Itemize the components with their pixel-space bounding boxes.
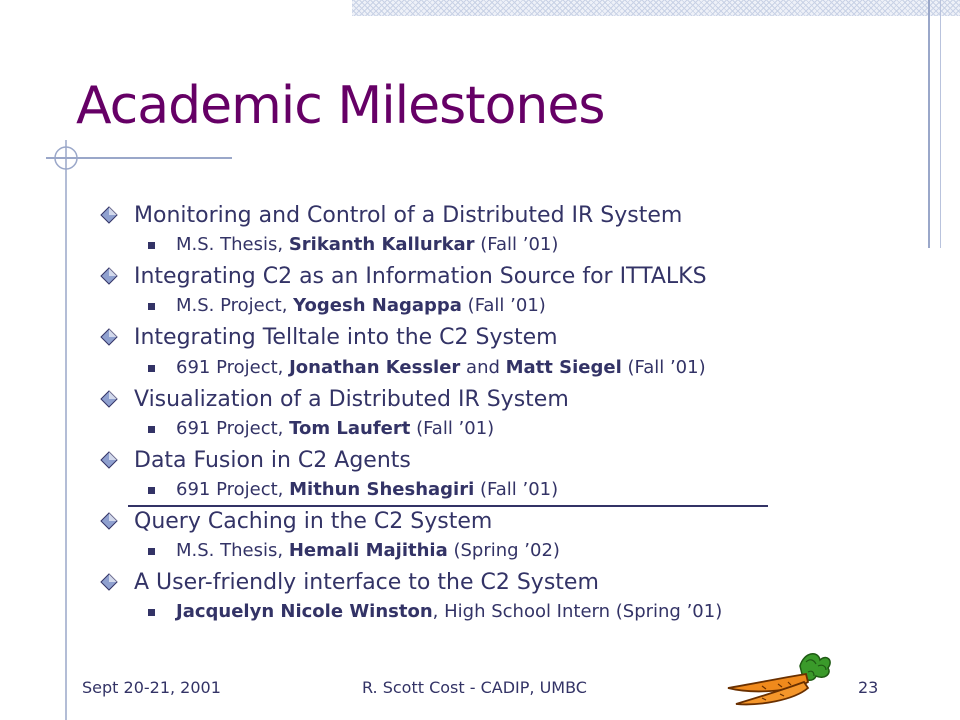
subitem-suffix: (Fall ’01) (621, 357, 706, 378)
diamond-bullet-icon (100, 206, 118, 224)
subitem-name: Srikanth Kallurkar (288, 234, 475, 255)
subitem-prefix: 691 Project, (176, 357, 290, 378)
list-item-heading: A User-friendly interface to the C2 System (134, 570, 599, 595)
diamond-bullet-icon (100, 451, 118, 469)
list-item-heading: Visualization of a Distributed IR System (134, 387, 569, 412)
subitem-conjunction: and (460, 357, 506, 378)
subitem-suffix: (Fall ’01) (474, 479, 559, 500)
separator-line (128, 505, 768, 507)
footer-date: Sept 20-21, 2001 (82, 678, 221, 697)
subitem-prefix: 691 Project, (176, 479, 290, 500)
list-subitem (176, 297, 546, 315)
subitem-suffix: (Fall ’01) (474, 234, 559, 255)
subitem-name: Jacquelyn Nicole Winston (176, 601, 433, 622)
list-item-heading: Integrating C2 as an Information Source for ITTALKS (134, 264, 707, 289)
subitem-prefix: 691 Project, (176, 418, 290, 439)
subitem-name: Mithun Sheshagiri (289, 479, 475, 500)
list-item (134, 266, 707, 288)
list-item (134, 205, 682, 227)
list-subitem (176, 420, 494, 438)
square-bullet-icon (148, 609, 155, 616)
subitem-prefix: M.S. Project, (176, 295, 294, 316)
list-subitem (176, 542, 560, 560)
square-bullet-icon (148, 242, 155, 249)
list-item (134, 511, 492, 533)
carrot-icon (722, 648, 834, 708)
diamond-bullet-icon (100, 573, 118, 591)
footer-author: R. Scott Cost - CADIP, UMBC (362, 678, 587, 697)
list-item-heading: Query Caching in the C2 System (134, 509, 493, 534)
list-item-heading: Data Fusion in C2 Agents (134, 448, 411, 473)
list-item-heading: Integrating Telltale into the C2 System (134, 325, 558, 350)
subitem-prefix: M.S. Thesis, (176, 234, 289, 255)
list-item (134, 327, 558, 349)
diamond-bullet-icon (100, 512, 118, 530)
subitem-suffix: (Spring ’02) (447, 540, 560, 561)
subitem-name: Matt Siegel (505, 357, 622, 378)
subitem-name: Jonathan Kessler (289, 357, 461, 378)
subitem-prefix: M.S. Thesis, (176, 540, 289, 561)
square-bullet-icon (148, 303, 155, 310)
list-item (134, 450, 411, 472)
list-item (134, 572, 599, 594)
diamond-bullet-icon (100, 267, 118, 285)
subitem-suffix: (Fall ’01) (410, 418, 495, 439)
square-bullet-icon (148, 548, 155, 555)
subitem-suffix: (Fall ’01) (461, 295, 546, 316)
list-subitem (176, 603, 722, 621)
diamond-bullet-icon (100, 328, 118, 346)
list-subitem (176, 481, 558, 499)
slide-number: 23 (858, 678, 879, 697)
square-bullet-icon (148, 365, 155, 372)
square-bullet-icon (148, 487, 155, 494)
subitem-name: Hemali Majithia (288, 540, 448, 561)
list-item-heading: Monitoring and Control of a Distributed IR System (134, 203, 683, 228)
subitem-suffix: , High School Intern (Spring ’01) (432, 601, 723, 622)
subitem-name: Tom Laufert (289, 418, 411, 439)
list-subitem (176, 236, 558, 254)
square-bullet-icon (148, 426, 155, 433)
list-item (134, 389, 569, 411)
diamond-bullet-icon (100, 390, 118, 408)
list-subitem (176, 359, 706, 377)
subitem-name: Yogesh Nagappa (293, 295, 462, 316)
slide-title: Academic Milestones (76, 76, 605, 136)
